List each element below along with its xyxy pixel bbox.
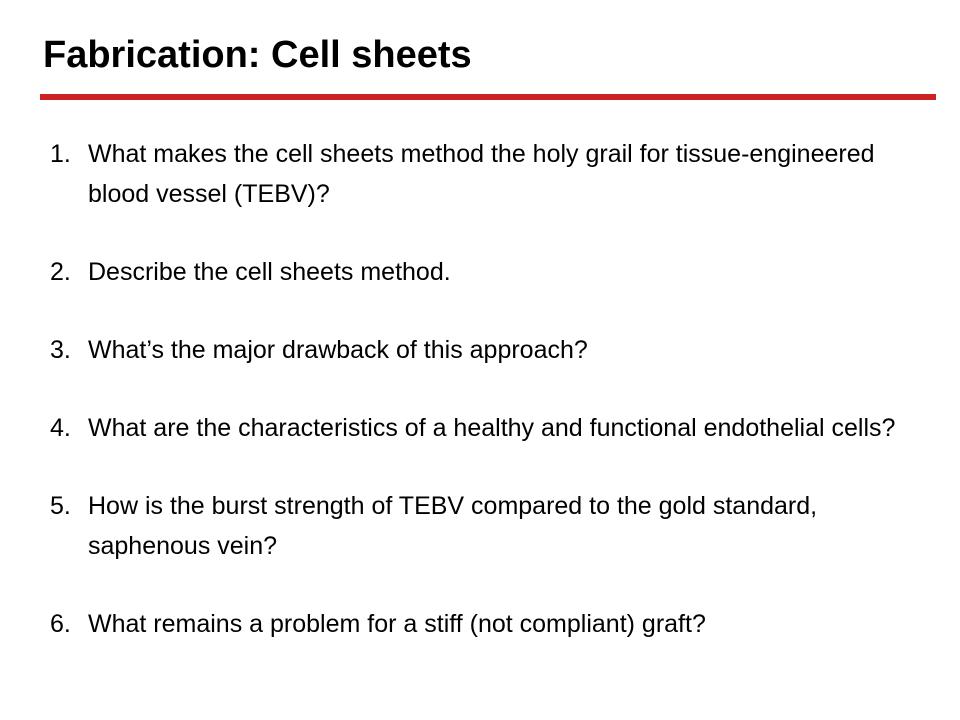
question-number: 6. <box>50 610 71 638</box>
question-text: What are the characteristics of a healthy and functional endothelial cells? <box>88 414 896 442</box>
list-item <box>50 134 930 214</box>
list-item <box>50 408 930 448</box>
list-item <box>50 252 930 292</box>
question-number: 5. <box>50 492 71 520</box>
question-text: What makes the cell sheets method the holy grail for tissue-engineered blood vessel (TEBV)? <box>88 140 875 208</box>
question-number: 4. <box>50 414 71 442</box>
question-text: What’s the major drawback of this approach? <box>88 336 588 364</box>
question-number: 2. <box>50 258 71 286</box>
question-number: 3. <box>50 336 71 364</box>
list-item <box>50 604 930 644</box>
question-text: Describe the cell sheets method. <box>88 258 451 286</box>
question-number: 1. <box>50 140 71 168</box>
question-text: What remains a problem for a stiff (not compliant) graft? <box>88 610 706 638</box>
title-divider <box>40 94 936 100</box>
question-list <box>50 134 930 644</box>
slide-title: Fabrication: Cell sheets <box>43 34 472 76</box>
question-text: How is the burst strength of TEBV compared to the gold standard, saphenous vein? <box>88 492 818 560</box>
list-item <box>50 330 930 370</box>
list-item <box>50 486 930 566</box>
